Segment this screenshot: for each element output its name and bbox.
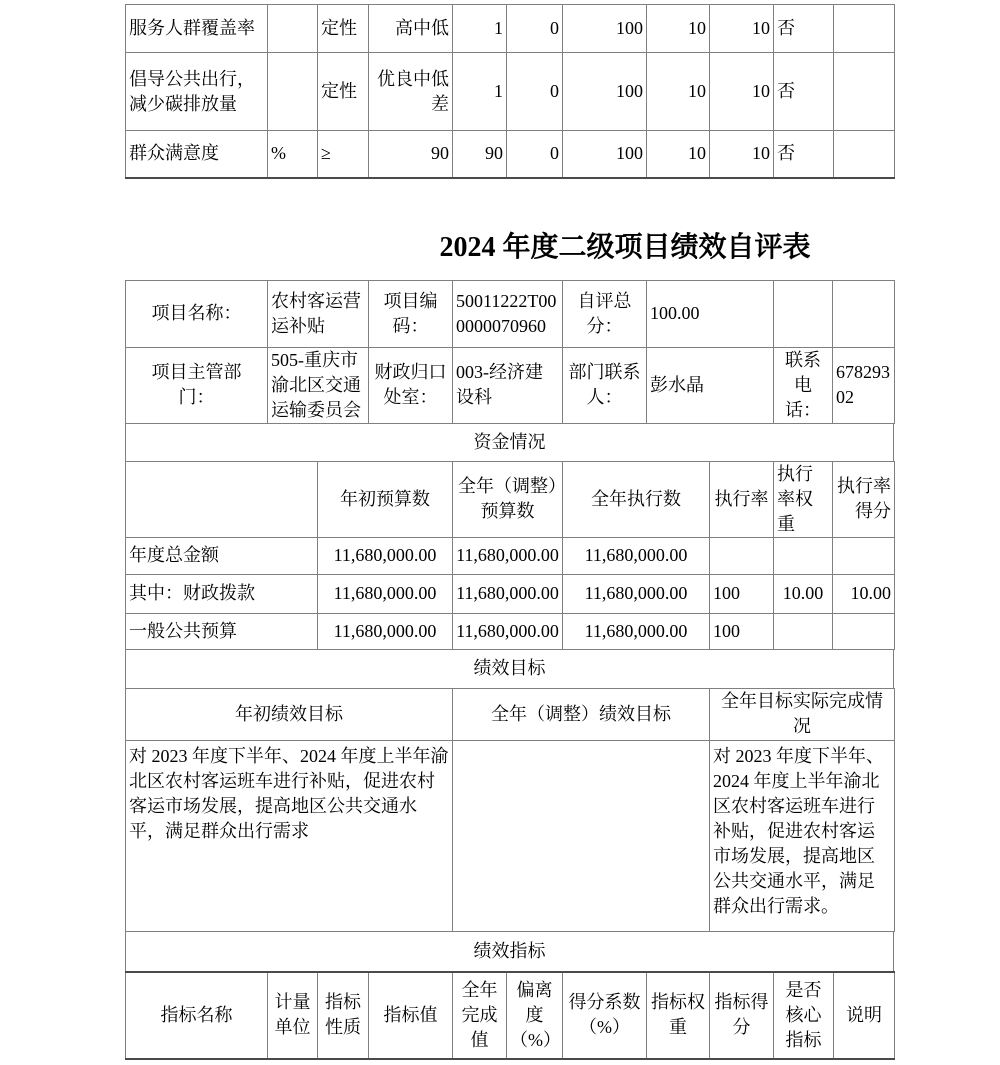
indicator-header-coefficient: 得分系数（%） [563, 972, 647, 1059]
table-row [126, 613, 895, 649]
goals-section-title: 绩效目标 [126, 649, 894, 688]
cell-rate-weight: 10.00 [774, 574, 833, 613]
empty-cell [774, 280, 833, 347]
indicator-header-note: 说明 [834, 972, 895, 1059]
funding-header-rate: 执行率 [710, 461, 774, 537]
cell-target-value: 高中低 [369, 5, 453, 53]
project-name-value: 农村客运营运补贴 [268, 280, 369, 347]
cell-core-flag: 否 [774, 53, 834, 131]
funding-header-adjusted: 全年（调整）预算数 [453, 461, 563, 537]
cell-exec-rate: 100 [710, 574, 774, 613]
indicator-header-core: 是否核心指标 [774, 972, 834, 1059]
cell-nature: ≥ [318, 131, 369, 178]
goals-initial-text: 对 2023 年度下半年、2024 年度上半年渝北区农村客运班车进行补贴，促进农村客运市场发展，提高地区公共交通水平，满足群众出行需求 [126, 740, 453, 931]
indicator-continuation-table [125, 4, 895, 179]
cell-indicator-name: 服务人群覆盖率 [126, 5, 268, 53]
cell-weight: 10 [647, 53, 710, 131]
cell-initial-budget: 11,680,000.00 [318, 537, 453, 574]
cell-note [834, 131, 895, 178]
indicator-header-target: 指标值 [369, 972, 453, 1059]
indicators-section-title: 绩效指标 [126, 931, 894, 971]
phone-value: 67829302 [833, 347, 895, 423]
office-label: 财政归口处室： [369, 347, 453, 423]
funding-table [125, 461, 895, 650]
cell-exec-rate [710, 537, 774, 574]
funding-row-label: 一般公共预算 [126, 613, 318, 649]
office-value: 003-经济建设科 [453, 347, 563, 423]
funding-header-blank [126, 461, 318, 537]
cell-initial-budget: 11,680,000.00 [318, 613, 453, 649]
indicator-header-unit: 计量单位 [268, 972, 318, 1059]
cell-nature: 定性 [318, 53, 369, 131]
table-row [126, 688, 895, 740]
indicator-header-name: 指标名称 [126, 972, 268, 1059]
funding-row-label: 其中：财政拨款 [126, 574, 318, 613]
cell-core-flag: 否 [774, 131, 834, 178]
cell-weight: 10 [647, 131, 710, 178]
cell-score: 10 [710, 53, 774, 131]
funding-header-rate-weight: 执行率权重 [774, 461, 833, 537]
table-row [126, 347, 895, 423]
funding-header-executed: 全年执行数 [563, 461, 710, 537]
cell-executed-amount: 11,680,000.00 [563, 574, 710, 613]
cell-done-value: 90 [453, 131, 507, 178]
table-row [126, 740, 895, 931]
project-code-value: 50011222T000000070960 [453, 280, 563, 347]
cell-score: 10 [710, 5, 774, 53]
cell-target-value: 90 [369, 131, 453, 178]
goals-table [125, 688, 895, 932]
indicators-section-banner [125, 931, 894, 972]
funding-section-banner [125, 423, 894, 462]
goals-section-banner [125, 649, 894, 689]
cell-weight: 10 [647, 5, 710, 53]
cell-executed-amount: 11,680,000.00 [563, 537, 710, 574]
cell-note [834, 5, 895, 53]
cell-coefficient: 100 [563, 53, 647, 131]
document-page [125, 4, 894, 1060]
indicator-header-score: 指标得分 [710, 972, 774, 1059]
funding-section-title: 资金情况 [126, 423, 894, 461]
indicator-header-nature: 指标性质 [318, 972, 369, 1059]
table-row [126, 972, 895, 1059]
indicator-header-done: 全年完成值 [453, 972, 507, 1059]
cell-rate-weight [774, 537, 833, 574]
cell-indicator-name: 倡导公共出行，减少碳排放量 [126, 53, 268, 131]
cell-rate-score: 10.00 [833, 574, 895, 613]
cell-deviation: 0 [507, 53, 563, 131]
page-title: 2024 年度二级项目绩效自评表 [439, 231, 811, 263]
cell-coefficient: 100 [563, 5, 647, 53]
empty-cell [833, 280, 895, 347]
cell-core-flag: 否 [774, 5, 834, 53]
cell-score: 10 [710, 131, 774, 178]
contact-value: 彭水晶 [647, 347, 774, 423]
phone-label: 联系电话： [774, 347, 833, 423]
cell-rate-score [833, 537, 895, 574]
cell-nature: 定性 [318, 5, 369, 53]
indicator-header-deviation: 偏离度（%） [507, 972, 563, 1059]
cell-initial-budget: 11,680,000.00 [318, 574, 453, 613]
cell-rate-score [833, 613, 895, 649]
project-name-label: 项目名称： [126, 280, 268, 347]
goals-header-adjusted: 全年（调整）绩效目标 [453, 688, 710, 740]
goals-actual-text: 对 2023 年度下半年、2024 年度上半年渝北区农村客运班车进行补贴，促进农村客运市场发展，提高地区公共交通水平，满足群众出行需求。 [710, 740, 895, 931]
cell-done-value: 1 [453, 53, 507, 131]
indicator-header-weight: 指标权重 [647, 972, 710, 1059]
table-row [126, 537, 895, 574]
funding-header-rate-score: 执行率得分 [833, 461, 895, 537]
funding-row-label: 年度总金额 [126, 537, 318, 574]
project-code-label: 项目编码： [369, 280, 453, 347]
self-score-label: 自评总分： [563, 280, 647, 347]
cell-indicator-name: 群众满意度 [126, 131, 268, 178]
cell-unit: % [268, 131, 318, 178]
indicator-header-table [125, 971, 895, 1060]
cell-coefficient: 100 [563, 131, 647, 178]
self-score-value: 100.00 [647, 280, 774, 347]
cell-done-value: 1 [453, 5, 507, 53]
cell-executed-amount: 11,680,000.00 [563, 613, 710, 649]
goals-adjusted-text [453, 740, 710, 931]
table-row [126, 574, 895, 613]
cell-rate-weight [774, 613, 833, 649]
cell-adjusted-budget: 11,680,000.00 [453, 537, 563, 574]
contact-label: 部门联系人： [563, 347, 647, 423]
cell-note [834, 53, 895, 131]
dept-value: 505-重庆市渝北区交通运输委员会 [268, 347, 369, 423]
cell-deviation: 0 [507, 131, 563, 178]
goals-header-initial: 年初绩效目标 [126, 688, 453, 740]
project-info-table [125, 280, 895, 424]
dept-label: 项目主管部门： [126, 347, 268, 423]
cell-adjusted-budget: 11,680,000.00 [453, 613, 563, 649]
table-row [126, 53, 895, 131]
table-row [126, 461, 895, 537]
cell-unit [268, 5, 318, 53]
cell-adjusted-budget: 11,680,000.00 [453, 574, 563, 613]
cell-exec-rate: 100 [710, 613, 774, 649]
goals-header-actual: 全年目标实际完成情况 [710, 688, 895, 740]
table-row [126, 131, 895, 178]
cell-unit [268, 53, 318, 131]
cell-deviation: 0 [507, 5, 563, 53]
table-row [126, 280, 895, 347]
cell-target-value: 优良中低差 [369, 53, 453, 131]
funding-header-initial: 年初预算数 [318, 461, 453, 537]
table-row [126, 5, 895, 53]
